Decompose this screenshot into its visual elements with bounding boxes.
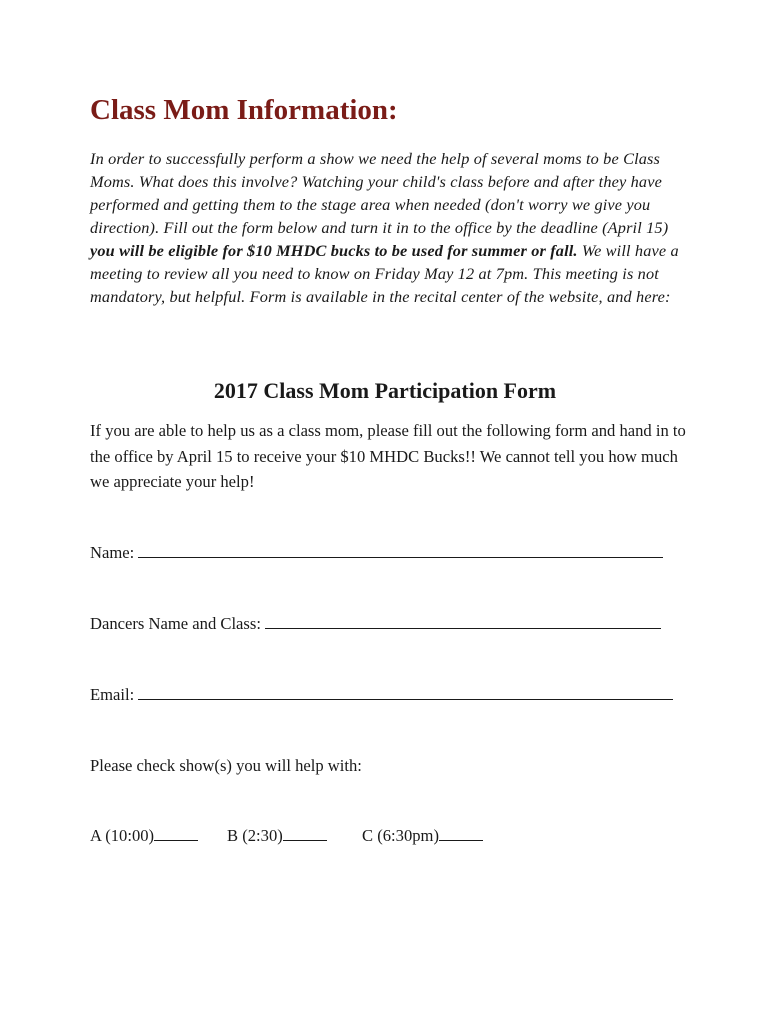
show-options [90, 824, 690, 846]
dancer-field-blank[interactable] [265, 612, 661, 629]
intro-paragraph [90, 147, 680, 308]
show-check-prompt: Please check show(s) you will help with: [90, 756, 362, 775]
name-field-label: Name: [90, 543, 135, 562]
form-intro-paragraph: If you are able to help us as a class mom, please fill out the following form and hand in to the office by April 15 to receive your $10 MHDC Bucks!! We cannot tell you how much we appreciate your help! [90, 421, 686, 491]
dancer-field-row [90, 612, 661, 635]
name-field-row [90, 541, 663, 564]
email-field-blank[interactable] [138, 683, 673, 700]
page-title: Class Mom Information: [90, 94, 398, 126]
show-option-a-label: A (10:00) [90, 826, 155, 845]
dancer-field-label: Dancers Name and Class: [90, 614, 261, 633]
name-field-blank[interactable] [138, 541, 663, 558]
email-field-label: Email: [90, 685, 135, 704]
show-option-b [227, 824, 327, 847]
show-option-a-blank[interactable] [154, 824, 198, 841]
show-option-b-label: B (2:30) [227, 826, 283, 845]
intro-text-1: In order to successfully perform a show we need the help of several moms to be Class Moms. What does this involve? Watching your child's class before and after they have performed and getting them to the stage area when needed (don't worry we give you direction). Fill out the form below and turn it in to the office by the deadline (April 15) [90, 149, 669, 237]
show-option-c-label: C (6:30pm) [362, 826, 439, 845]
intro-bold-text: you will be eligible for $10 MHDC bucks to be used for summer or fall. [90, 241, 578, 260]
show-option-a [90, 824, 198, 847]
form-title: 2017 Class Mom Participation Form [213, 378, 557, 403]
show-option-c [362, 824, 483, 847]
show-option-c-blank[interactable] [439, 824, 483, 841]
email-field-row [90, 683, 673, 706]
intro-text-2: We will have a meeting to review all you need to know on Friday May 12 at 7pm. This meeting is not mandatory, but helpful. Form is available in the recital center of the website, and here: [90, 241, 679, 306]
show-option-b-blank[interactable] [283, 824, 327, 841]
